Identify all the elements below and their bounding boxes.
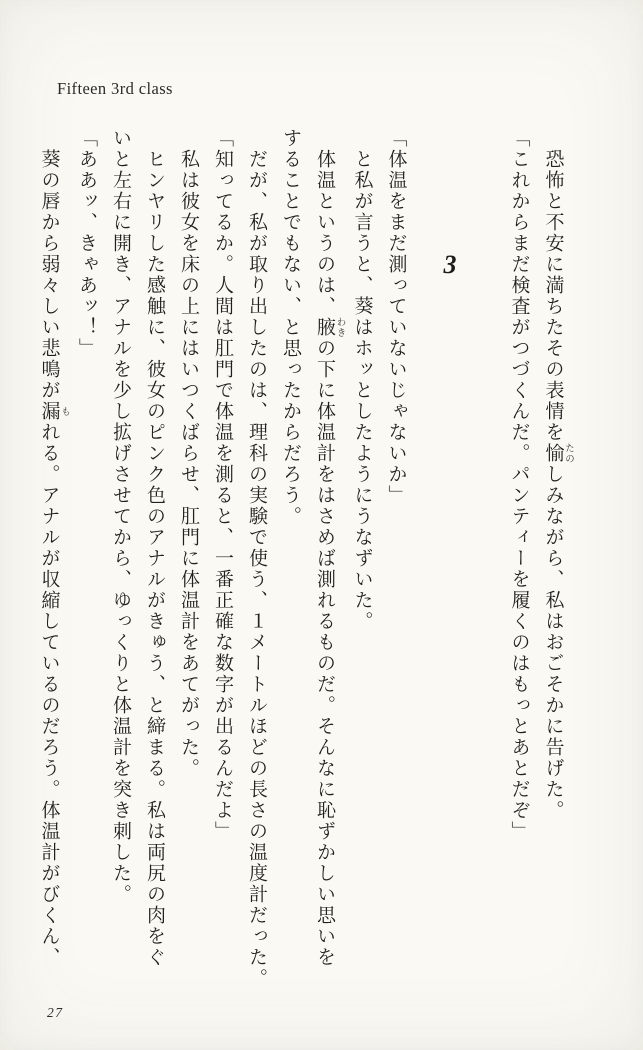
chapter-number: 3	[435, 250, 465, 281]
text-line: だが、私が取り出したのは、理科の実験で使う、１メートルほどの長さの温度計だった。	[246, 149, 267, 989]
furigana-ruby: 愉 たの	[542, 443, 573, 464]
text-line: 恐怖と不安に満ちたその表情を愉 たのしみながら、私はおごそかに告げた。	[542, 149, 573, 821]
text-line: 「これからまだ検査がつづくんだ。パンティーを履くのはもっとあとだぞ」	[508, 128, 530, 842]
text-line: 体温というのは、腋 わきの下に体温計をはさめば測れるものだ。そんなに恥ずかしい思いを	[314, 149, 345, 968]
furigana-ruby: 漏 も	[38, 401, 69, 422]
furigana-text: も	[59, 401, 69, 422]
text-line: することでもない、と思ったからだろう。	[280, 128, 301, 527]
page-number: 27	[47, 1005, 64, 1020]
furigana-text: たの	[563, 443, 573, 464]
running-header: Fifteen 3rd class	[57, 79, 173, 98]
body-text	[32, 128, 574, 1000]
text-line: いと左右に開き、アナルを少し拡げさせてから、ゆっくりと体温計を突き刺した。	[110, 128, 131, 905]
text-line: 「知ってるか。人間は肛門で体温を測ると、一番正確な数字が出るんだよ」	[212, 128, 233, 842]
furigana-ruby: 腋 わき	[314, 317, 345, 338]
text-line: 葵の唇から弱々しい悲鳴が漏 もれる。アナルが収縮しているのだろう。体温計がびくん、	[38, 149, 69, 968]
text-line: 「体温をまだ測っていないじゃないか」	[385, 128, 407, 506]
text-line: 私は彼女を床の上にはいつくばらせ、肛門に体温計をあてがった。	[178, 149, 199, 779]
furigana-text: わき	[334, 317, 345, 338]
text-line: 「ああッ、きゃあッ！」	[76, 128, 97, 359]
text-line: ヒンヤリした感触に、彼女のピンク色のアナルがきゅう、と締まる。私は両尻の肉をぐ	[144, 149, 165, 968]
text-line: と私が言うと、葵はホッとしたようにうなずいた。	[351, 149, 373, 632]
